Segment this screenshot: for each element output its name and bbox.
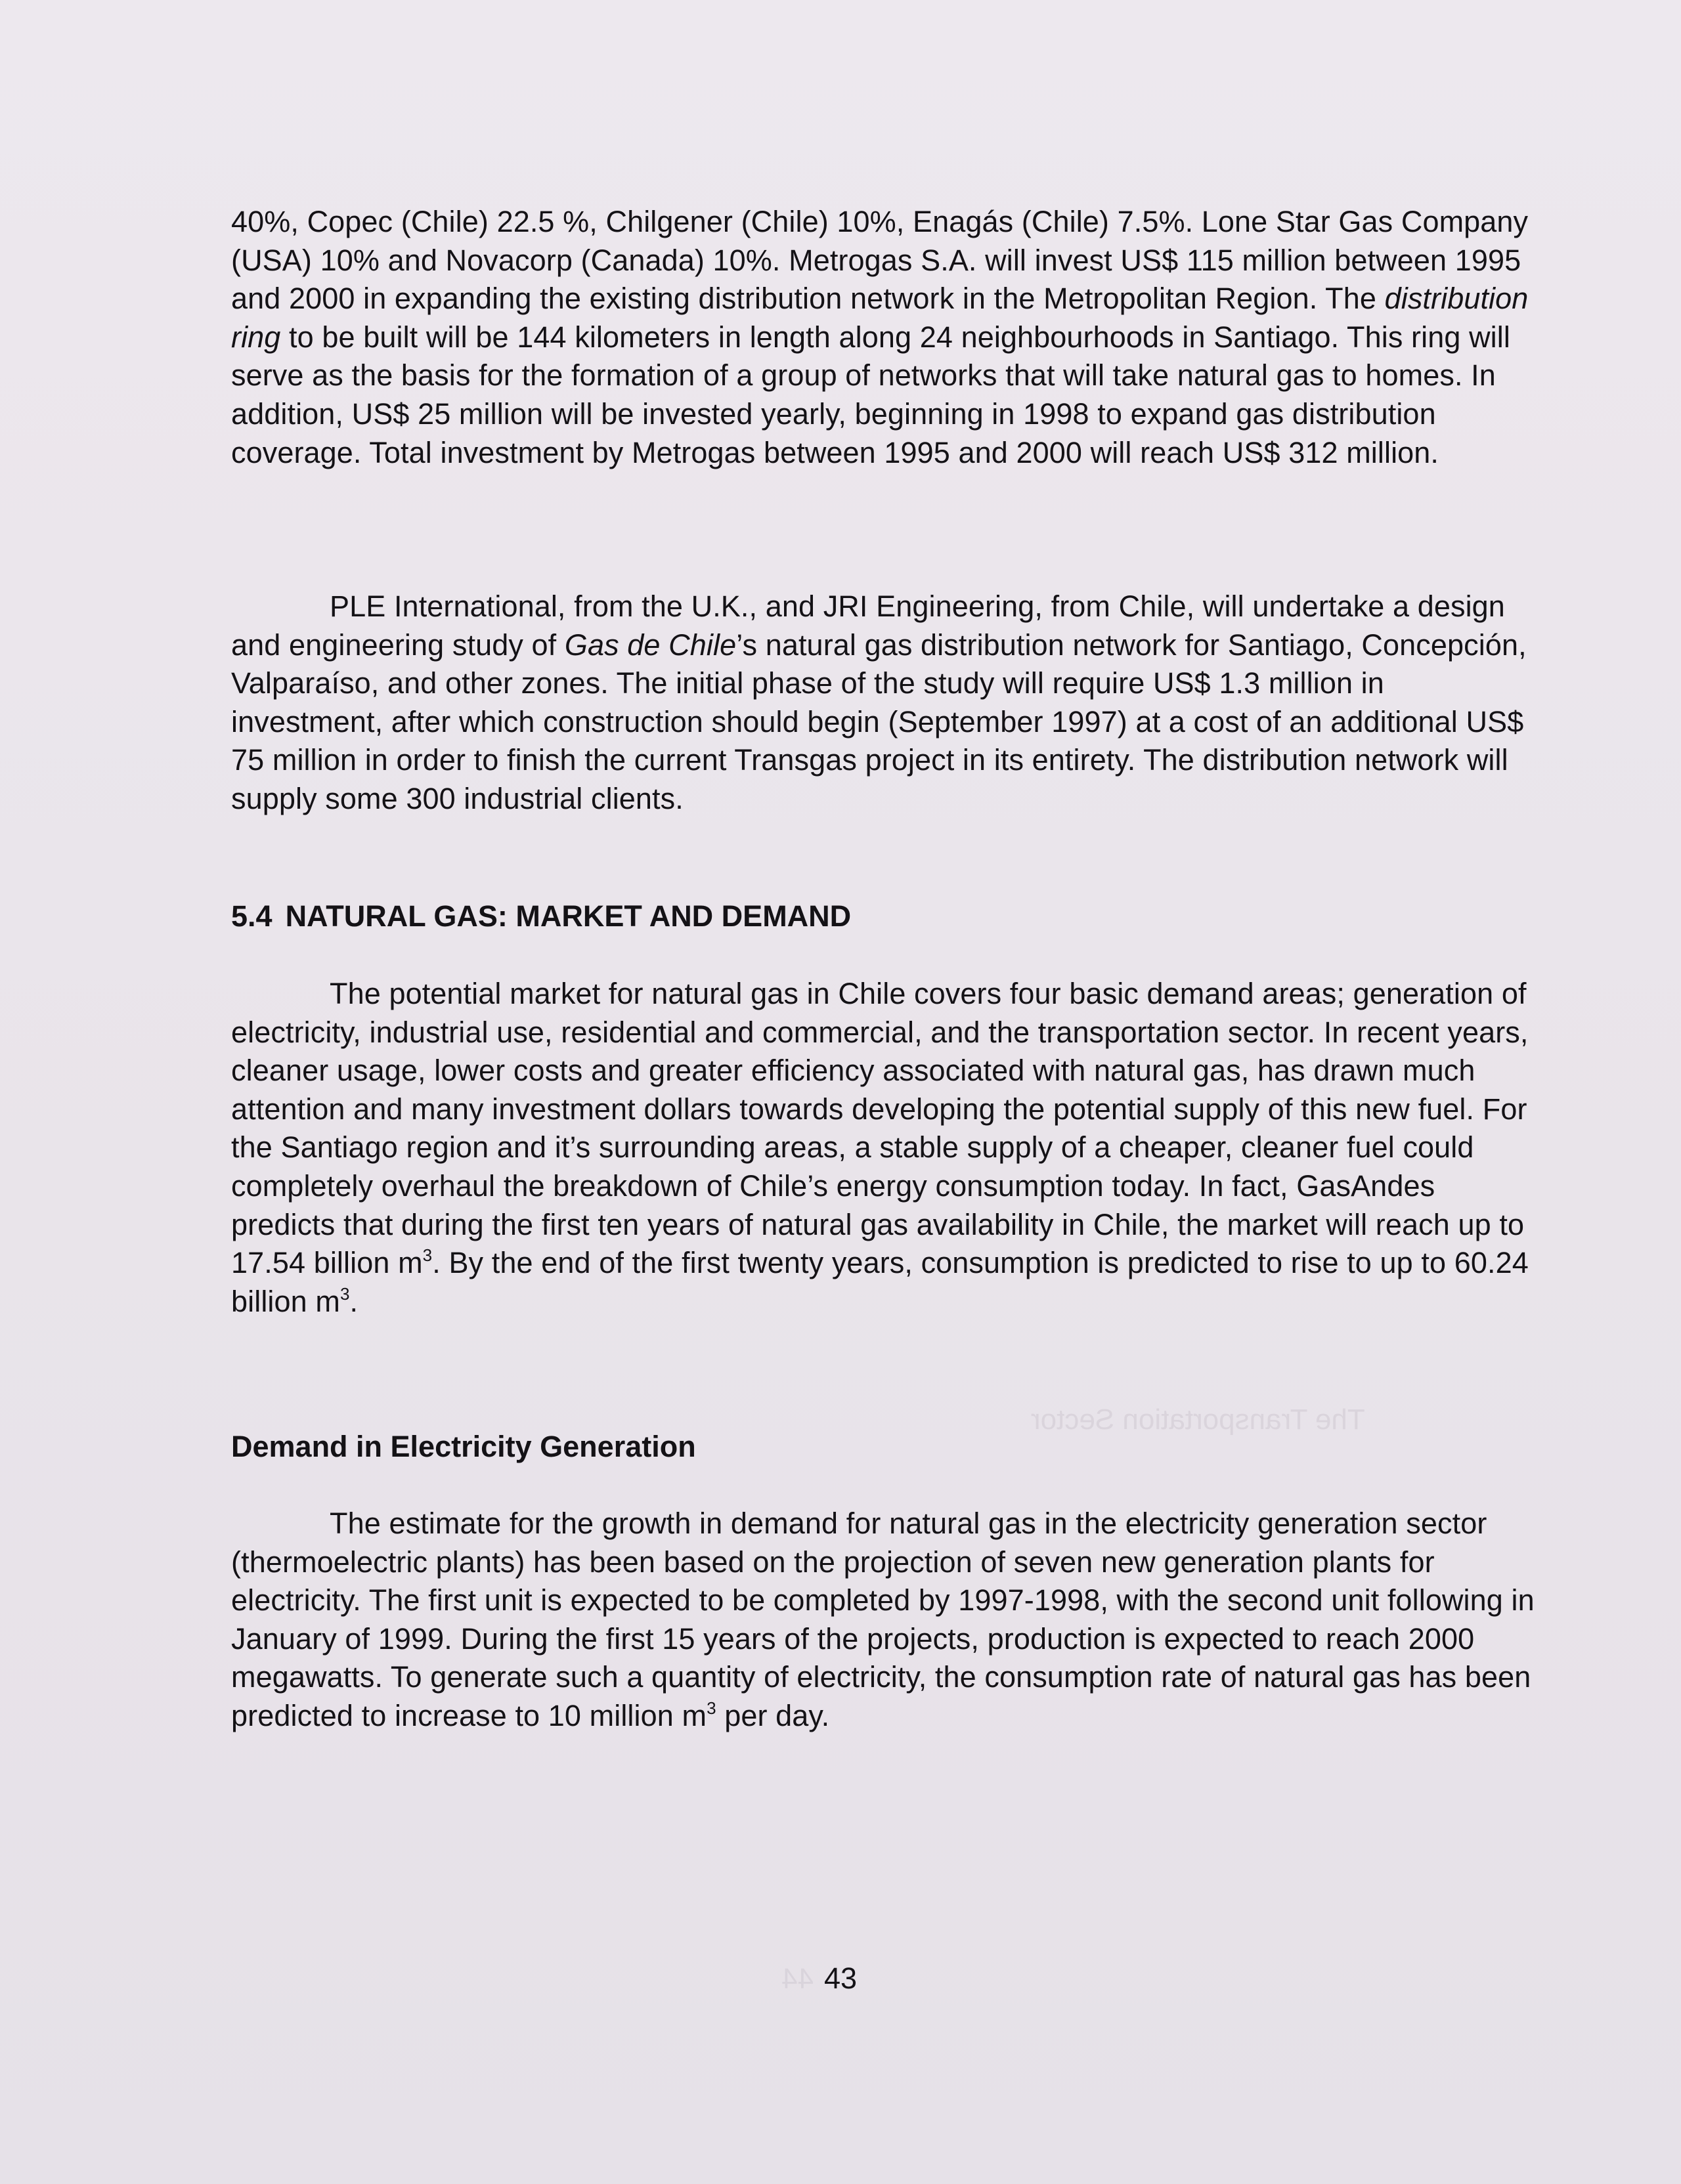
paragraph-ple-international [231, 588, 1542, 819]
paragraph-1-text-a: 40%, Copec (Chile) 22.5 %, Chilgener (Chile) 10%, Enagás (Chile) 7.5%. Lone Star Gas Company (USA) 10% and Novacorp (Canada) 10%. Metrogas S.A. will invest US$ 115 million between 1995 and 2000 in expanding the existing distribution network in the Metropolitan Region. The [231, 205, 1529, 316]
paragraph-2-text-a: PLE International, from the U.K., and JRI Engineering, from Chile, will undertake a design and engineering study of [231, 589, 1505, 662]
paragraph-4-text-b: per day. [716, 1698, 830, 1732]
subsection-heading: Demand in Electricity Generation [231, 1430, 696, 1463]
paragraph-3-text-b: . By the end of the first twenty years, consumption is predicted to rise to up to 60.24 billion m [231, 1246, 1529, 1318]
section-title: NATURAL GAS: MARKET AND DEMAND [285, 899, 852, 933]
superscript-cubic: 3 [339, 1283, 350, 1304]
paragraph-3-text-a: The potential market for natural gas in Chile covers four basic demand areas; generation of electricity, industrial use, residential and commercial, and the transportation sector. In recent years, cleaner usage, lower costs and greater efficiency associated with natural gas, has drawn much attention and many investment dollars towards developing the potential supply of this new fuel. For the Santiago region and it’s surrounding areas, a stable supply of a cheaper, cleaner fuel could completely overhaul the breakdown of Chile’s energy consumption today. In fact, GasAndes predicts that during the first ten years of natural gas availability in Chile, the market will reach up to 17.54 billion m [231, 977, 1529, 1280]
paragraph-4-text-a: The estimate for the growth in demand for natural gas in the electricity generation sector (thermoelectric plants) has been based on the projection of seven new generation plants for electricity. The first unit is expected to be completed by 1997-1998, with the second unit following in January of 1999. During the first 15 years of the projects, production is expected to reach 2000 megawatts. To generate such a quantity of electricity, the consumption rate of natural gas has been predicted to increase to 10 million m [231, 1507, 1535, 1732]
show-through-text: The Transportation Sector [1031, 1403, 1365, 1436]
section-number: 5.4 [231, 899, 273, 933]
paragraph-2-text-b: ’s natural gas distribution network for Santiago, Concepción, Valparaíso, and other zones. The initial phase of the study will require US$ 1.3 million in investment, after which construction should begin (September 1997) at a cost of an additional US$ 75 million in order to finish the current Transgas project in its entirety. The distribution network will supply some 300 industrial clients. [231, 628, 1527, 815]
show-through-page-number: 44 [781, 1963, 814, 1995]
paragraph-metrogas-investment [231, 203, 1542, 472]
paragraph-1-emphasis: distribution ring [231, 282, 1529, 354]
paragraph-potential-market [231, 975, 1542, 1321]
superscript-cubic: 3 [707, 1698, 716, 1718]
page-number: 43 [823, 1961, 858, 1995]
section-heading [231, 897, 1542, 935]
superscript-cubic: 3 [422, 1245, 433, 1266]
paragraph-electricity-demand [231, 1505, 1542, 1736]
paragraph-3-text-c: . [349, 1284, 359, 1318]
paragraph-2-emphasis: Gas de Chile [564, 628, 737, 662]
paragraph-1-text-b: to be built will be 144 kilometers in length along 24 neighbourhoods in Santiago. This ring will serve as the basis for the formation of a group of networks that will take natural gas to homes. In addition, US$ 25 million will be invested yearly, beginning in 1998 to expand gas distribution coverage. Total investment by Metrogas between 1995 and 2000 will reach US$ 312 million. [231, 320, 1510, 469]
